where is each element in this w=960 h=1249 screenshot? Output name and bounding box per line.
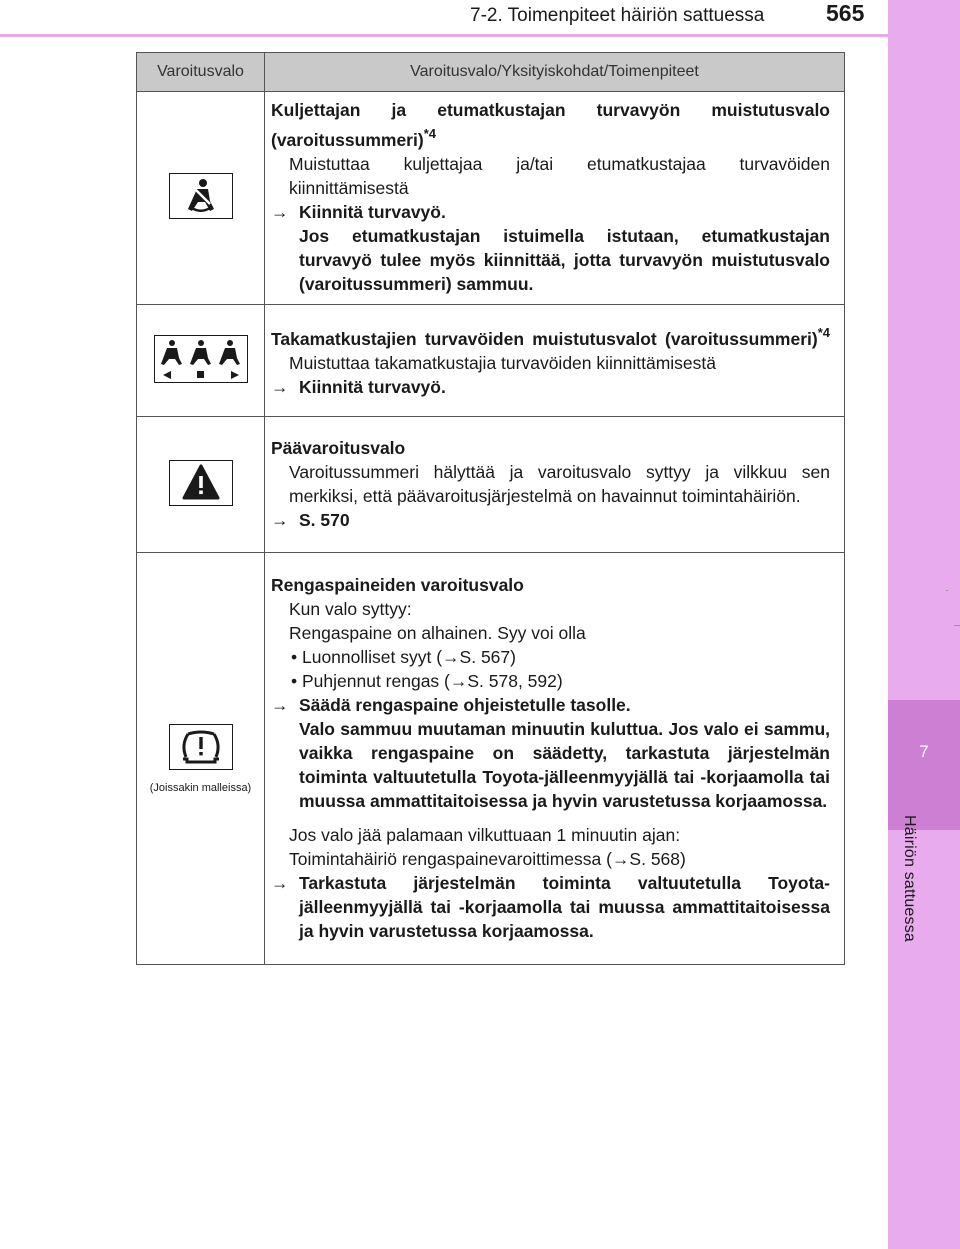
warning-light-table xyxy=(136,52,845,965)
footnote-marker: *4 xyxy=(423,126,436,141)
row-description: Muistuttaa takamatkustajia turvavöiden kiinnittämisestä xyxy=(289,352,717,373)
page-number: 565 xyxy=(826,0,865,26)
row-action: → Tarkastuta järjestelmän toiminta valtuutetulla Toyota-jälleenmyyjällä tai -korjaamolla tai muussa ammattitaitoisessa ja hyvin varustetussa korjaamossa. xyxy=(271,872,830,941)
row-description: Muistuttaa kuljettajaa ja/tai etumatkustajaa turvavöiden kiinnittämisestä xyxy=(289,154,830,198)
details-cell xyxy=(265,92,845,305)
table-row xyxy=(137,305,845,417)
table-row xyxy=(137,417,845,553)
column-header-details: Varoitusvalo/Yksityiskohdat/Toimenpiteet xyxy=(265,53,845,92)
row-action: → Kiinnitä turvavyö. xyxy=(271,202,446,222)
arrow-icon: → xyxy=(271,872,289,893)
icon-cell xyxy=(137,92,265,305)
table-row xyxy=(137,553,845,965)
chapter-tab-active xyxy=(888,700,960,830)
seatbelt-reminder-icon xyxy=(169,173,233,219)
list-item: • Puhjennut rengas (→S. 578, 592) xyxy=(291,670,563,691)
row-description: Jos valo jää palamaan vilkuttuaan 1 minuutin ajan: xyxy=(289,824,681,845)
footnote-marker: *4 xyxy=(817,324,830,340)
arrow-icon: → xyxy=(271,202,289,222)
row-action: → Kiinnitä turvavyö. xyxy=(271,376,446,397)
row-action-detail: Jos etumatkustajan istuimella istutaan, etumatkustajan turvavyö tulee myös kiinnittää, jotta turvavyön muistutusvalo (varoitussummeri) sammuu. xyxy=(299,226,830,294)
row-title: Päävaroitusvalo xyxy=(271,437,406,458)
row-action: → Säädä rengaspaine ohjeistetulle tasolle. xyxy=(271,694,631,715)
column-header-light: Varoitusvalo xyxy=(137,53,265,92)
crop-mark xyxy=(954,625,960,626)
chapter-title: Häiriön sattuessa xyxy=(901,815,918,943)
tire-pressure-warning-icon xyxy=(169,724,233,770)
details-cell xyxy=(265,305,845,417)
row-action: → S. 570 xyxy=(271,509,350,530)
row-title: Rengaspaineiden varoitusvalo xyxy=(271,574,524,595)
rear-seatbelt-reminder-icon xyxy=(154,335,248,383)
row-title: Kuljettajan ja etumatkustajan turvavyön muistutusvalo (varoitussummeri)$^{*4}$ xyxy=(271,100,830,150)
icon-caption: (Joissakin malleissa) xyxy=(149,781,252,794)
chapter-number: 7 xyxy=(919,742,929,761)
section-title: 7-2. Toimenpiteet häiriön sattuessa xyxy=(470,5,765,26)
icon-cell xyxy=(137,305,265,417)
row-description: Kun valo syttyy: xyxy=(289,598,412,619)
arrow-icon: → xyxy=(271,694,289,715)
arrow-icon: → xyxy=(271,376,289,397)
row-description: Toimintahäiriö rengaspainevaroittimessa (→S. 568) xyxy=(289,848,686,869)
row-title: Takamatkustajien turvavöiden muistutusvalot (varoitussummeri)$^{*4}$ xyxy=(271,324,830,349)
list-item: • Luonnolliset syyt (→S. 567) xyxy=(291,646,516,667)
arrow-icon: → xyxy=(271,509,289,530)
details-cell xyxy=(265,417,845,553)
crop-mark xyxy=(946,590,948,591)
master-warning-icon xyxy=(169,460,233,506)
chapter-tab xyxy=(888,0,960,1249)
table-row xyxy=(137,92,845,305)
row-description: Varoitussummeri hälyttää ja varoitusvalo syttyy ja vilkkuu sen merkiksi, että päävaroitusjärjestelmä on havainnut toimintahäiriön. xyxy=(289,461,830,506)
header-divider xyxy=(0,34,888,37)
icon-cell xyxy=(137,417,265,553)
row-action-detail: Valo sammuu muutaman minuutin kuluttua. Jos valo ei sammu, vaikka rengaspaine on säädetty, tarkastuta järjestelmän toiminta valtuutetulla Toyota-jälleenmyyjällä tai -korjaamolla tai muussa ammattitaitoisessa ja hyvin varustetussa korjaamossa. xyxy=(299,718,830,811)
details-cell xyxy=(265,553,845,965)
row-description: Rengaspaine on alhainen. Syy voi olla xyxy=(289,622,586,643)
icon-cell xyxy=(137,553,265,965)
